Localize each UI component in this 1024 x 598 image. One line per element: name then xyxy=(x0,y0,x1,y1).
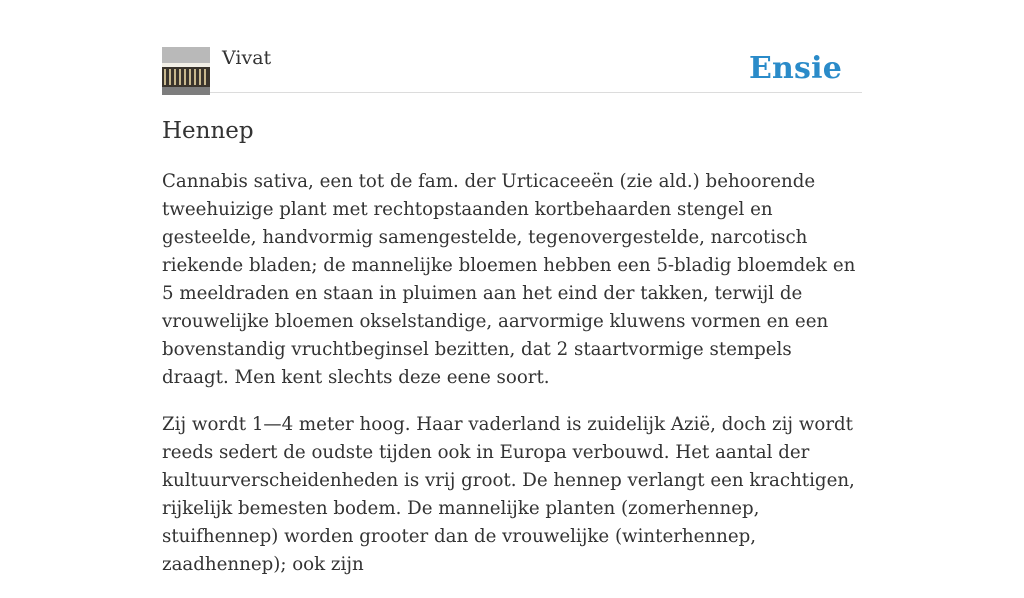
article-paragraph: Zij wordt 1—4 meter hoog. Haar vaderland is zuidelijk Azië, doch zij wordt reeds sedert de oudste tijden ook in Europa verbouwd. Het aantal der kultuurverscheidenheden is vrij groot. De hennep verlangt een krachtigen, rijkelijk bemesten bodem. De mannelijke planten (zomerhennep, stuifhennep) worden grooter dan de vrouwelijke (winterhennep, zaadhennep); ook zijn xyxy=(162,414,855,575)
source-name[interactable]: Vivat xyxy=(222,47,272,69)
header xyxy=(162,0,862,93)
page-title: Hennep xyxy=(162,118,254,144)
book-spines-icon xyxy=(162,47,210,95)
article-body xyxy=(162,168,862,598)
article-paragraph: Cannabis sativa, een tot de fam. der Urticaceeën (zie ald.) behoorende tweehuizige plant met rechtopstaanden kortbehaarden stengel en gesteelde, handvormig samengestelde, tegenovergestelde, narcotisch riekende bladen; de mannelijke bloemen hebben een 5-bladig bloemdek en 5 meeldraden en staan in pluimen aan het eind der takken, terwijl de vrouwelijke bloemen okselstandige, aarvormige kluwens vormen en een bovenstandig vruchtbeginsel bezitten, dat 2 staartvormige stempels draagt. Men kent slechts deze eene soort. xyxy=(162,171,856,388)
brand-logo[interactable]: Ensie xyxy=(748,51,842,86)
page xyxy=(162,0,862,575)
avatar[interactable] xyxy=(162,47,210,95)
